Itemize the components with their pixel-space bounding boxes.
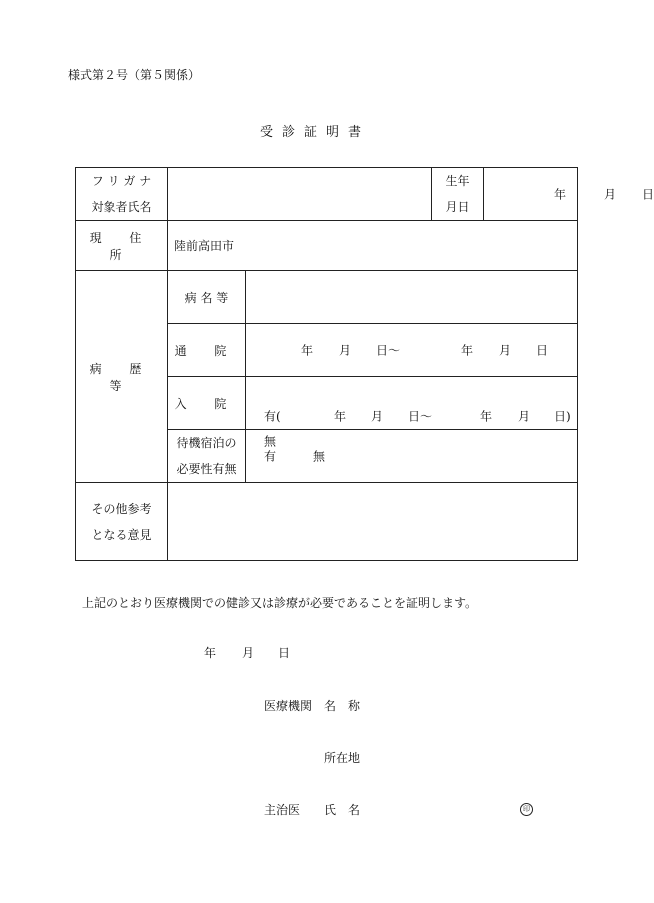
name-row	[76, 168, 578, 221]
standby-yes-option: 有	[264, 449, 277, 464]
doctor-label: 主治医	[264, 803, 301, 817]
outpatient-from-year-unit: 年	[301, 343, 314, 358]
outpatient-to-day-unit: 日	[536, 343, 549, 358]
inpatient-yes-option: 有(	[264, 409, 281, 424]
outpatient-field[interactable]	[246, 324, 578, 377]
name-label: 対象者氏名	[91, 200, 152, 214]
disease-label-cell	[168, 271, 246, 324]
disease-field[interactable]	[246, 271, 578, 324]
other-opinion-label-cell	[76, 483, 168, 561]
inpatient-label: 入 院	[174, 396, 239, 411]
issue-year-unit: 年	[204, 646, 217, 660]
inpatient-from-year-unit: 年	[334, 409, 347, 424]
inpatient-to-day-unit: 日)	[554, 409, 571, 424]
document-title: 受診証明書	[259, 125, 370, 140]
outpatient-to-year-unit: 年	[461, 343, 474, 358]
institution-label: 医療機関	[264, 699, 313, 713]
inpatient-from-month-unit: 月	[371, 409, 384, 424]
standby-none-option: 無	[313, 449, 326, 464]
address-label-cell	[76, 221, 168, 271]
other-opinion-field[interactable]	[168, 483, 578, 561]
outpatient-to-month-unit: 月	[499, 343, 512, 358]
address-field[interactable]	[168, 221, 578, 271]
disease-label: 病 名 等	[184, 290, 229, 305]
address-value: 陸前高田市	[174, 239, 235, 253]
institution-name-label: 名 称	[324, 699, 361, 713]
inpatient-field[interactable]	[246, 377, 578, 449]
inpatient-from-day-unit: 日～	[408, 409, 433, 424]
history-label: 病 歴 等	[89, 361, 154, 393]
standby-field[interactable]	[246, 430, 578, 483]
form-number: 様式第２号（第５関係）	[68, 68, 201, 82]
birthdate-label-cell	[432, 168, 484, 221]
address-label: 現 住 所	[89, 230, 154, 262]
name-field[interactable]	[168, 168, 432, 221]
institution-location-label: 所在地	[324, 751, 361, 765]
birth-label-line2: 月日	[445, 200, 470, 214]
outpatient-from-month-unit: 月	[339, 343, 352, 358]
other-opinion-label-line1: その他参考	[91, 501, 152, 516]
doctor-name-label: 氏 名	[324, 803, 361, 817]
outpatient-from-day-unit: 日～	[376, 343, 401, 358]
standby-label-line1: 待機宿泊の	[176, 436, 237, 450]
issue-month-unit: 月	[242, 646, 255, 660]
history-label-cell	[76, 271, 168, 483]
birth-month-unit: 月	[604, 187, 617, 202]
inpatient-none-option: 無	[264, 434, 277, 449]
birth-day-unit: 日	[642, 187, 654, 202]
other-opinion-label-line2: となる意見	[91, 527, 152, 542]
other-opinion-row	[76, 483, 578, 561]
inpatient-to-month-unit: 月	[518, 409, 531, 424]
issue-day-unit: 日	[278, 646, 291, 660]
birthdate-field[interactable]	[484, 168, 654, 221]
certificate-table	[75, 167, 654, 561]
standby-label-line2: 必要性有無	[176, 462, 237, 476]
inpatient-label-cell	[168, 377, 246, 430]
furigana-label: フ リ ガ ナ	[91, 174, 152, 188]
birth-year-unit: 年	[554, 187, 567, 202]
inpatient-to-year-unit: 年	[480, 409, 493, 424]
disease-row	[76, 271, 578, 324]
birth-label-line1: 生年	[445, 174, 470, 188]
seal-mark: 印	[520, 803, 533, 816]
certification-statement: 上記のとおり医療機関での健診又は診療が必要であることを証明します。	[82, 596, 478, 610]
standby-label-cell	[168, 430, 246, 483]
outpatient-label: 通 院	[174, 343, 239, 358]
outpatient-label-cell	[168, 324, 246, 377]
name-label-cell	[76, 168, 168, 221]
address-row	[76, 221, 578, 271]
